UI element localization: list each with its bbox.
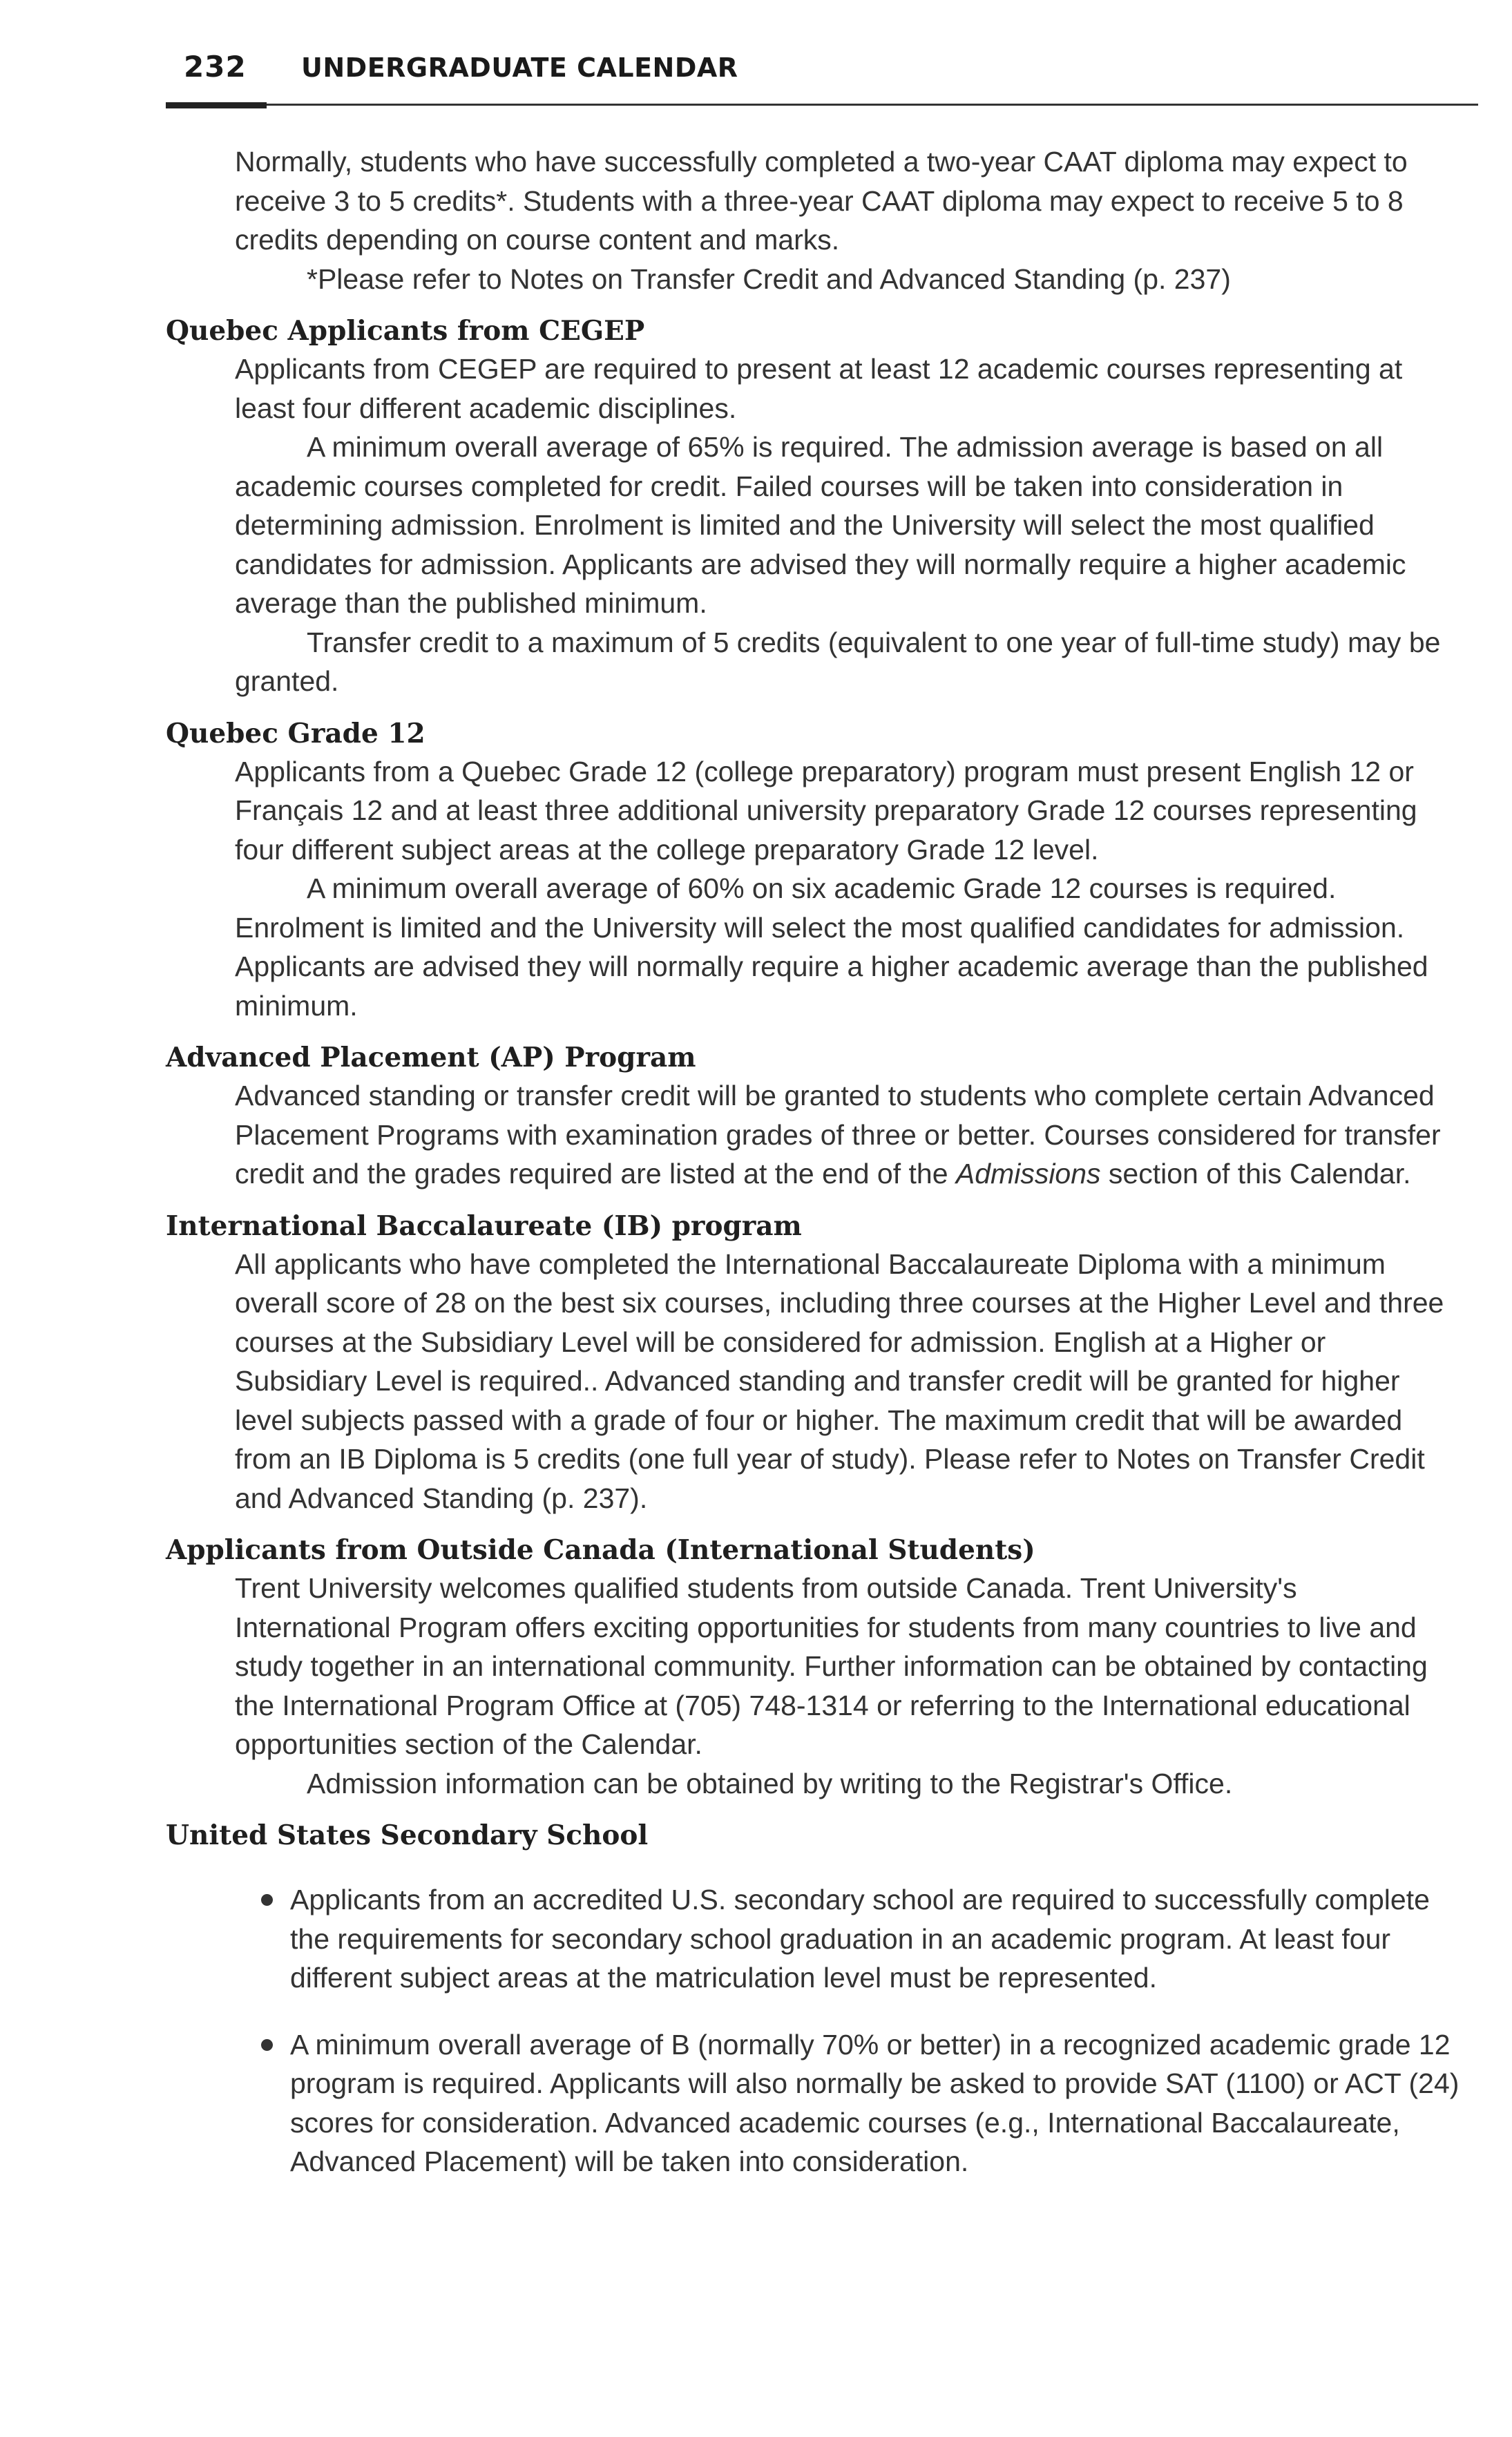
section-body-quebec-grade-12 — [235, 752, 1457, 1026]
section-united-states — [166, 1818, 1478, 2181]
section-body-advanced-placement — [235, 1076, 1457, 1194]
intro-paragraph: Normally, students who have successfully completed a two-year CAAT diploma may expect to receive 3 to 5 credits*. Students with a three-year CAAT diploma may expect to receive 5 to 8 credits depending on course content and marks. — [235, 146, 1408, 256]
paragraph: All applicants who have completed the International Baccalaureate Diploma with a minimum overall score of 28 on the best six courses, including three courses at the Higher Level and three courses at the Subsidiary Level will be considered for admission. English at a Higher or Subsidiary Level is required.. Advanced standing and transfer credit will be granted for higher level subjects passed with a grade of four or higher. The maximum credit that will be awarded from an IB Diploma is 5 credits (one full year of study). Please refer to Notes on Transfer Credit and Advanced Standing (p. 237). — [235, 1248, 1444, 1514]
section-heading-international-baccalaureate: International Baccalaureate (IB) program — [166, 1210, 802, 1242]
paragraph: A minimum overall average of 60% on six academic Grade 12 courses is required. Enrolment is limited and the University will select the most qualified candidates for admission. Applicants are advised they will normally require a higher academic average than the published minimum. — [235, 872, 1428, 1022]
section-body-cegep — [235, 350, 1457, 701]
header-rule — [166, 104, 1478, 106]
intro-footnote: *Please refer to Notes on Transfer Credit and Advanced Standing (p. 237) — [307, 262, 1231, 295]
admissions-emphasis: Admissions — [955, 1158, 1101, 1189]
section-international-students — [166, 1533, 1478, 1803]
section-body-international-students — [235, 1569, 1457, 1803]
list-item-text: A minimum overall average of B (normally 70% or better) in a recognized academic grade 12 program is required. Applicants will also normally be asked to provide SAT (1100) or ACT (24) scores for consideration. Advanced academic courses (e.g., International Baccalaureate, Advanced Placement) will be taken into consideration. — [290, 2028, 1460, 2177]
section-heading-cegep: Quebec Applicants from CEGEP — [166, 315, 645, 347]
section-heading-international-students: Applicants from Outside Canada (International Students) — [166, 1534, 1035, 1566]
intro-section — [166, 142, 1478, 298]
list-item — [261, 1880, 1477, 1998]
bullet-icon — [261, 2039, 273, 2051]
section-heading-advanced-placement: Advanced Placement (AP) Program — [166, 1042, 696, 1073]
section-cegep — [166, 314, 1478, 701]
section-heading-united-states: United States Secondary School — [166, 1819, 649, 1851]
paragraph: Trent University welcomes qualified students from outside Canada. Trent University's International Program offers exciting opportunities for students from many countries to live and study together in an international community. Further information can be obtained by contacting the International Program Office at (705) 748-1314 or referring to the International educational opportunities section of the Calendar. — [235, 1572, 1428, 1760]
section-heading-quebec-grade-12: Quebec Grade 12 — [166, 717, 425, 749]
running-title: UNDERGRADUATE CALENDAR — [301, 52, 738, 83]
section-advanced-placement — [166, 1040, 1478, 1194]
paragraph: A minimum overall average of 65% is required. The admission average is based on all academic courses completed for credit. Failed courses will be taken into consideration in determining admission. Enrolment is limited and the University will select the most qualified candidates for admission. Applicants are advised they will normally require a higher academic average than the published minimum. — [235, 431, 1406, 619]
list-item-text: Applicants from an accredited U.S. secondary school are required to successfully complete the requirements for secondary school graduation in an academic program. At least four different subject areas at the matriculation level must be represented. — [290, 1884, 1430, 1994]
paragraph-text: Advanced standing or transfer credit will be granted to students who complete certain Advanced Placement Programs with examination grades of three or better. Courses considered for transfer credit and the grades required are listed at the end of the — [235, 1080, 1441, 1189]
page-header — [166, 50, 1478, 112]
page-number: 232 — [184, 50, 247, 84]
section-quebec-grade-12 — [166, 716, 1478, 1026]
bullet-list — [166, 1880, 1477, 2181]
paragraph: Transfer credit to a maximum of 5 credits (equivalent to one year of full-time study) may be granted. — [235, 626, 1441, 697]
bullet-icon — [261, 1894, 273, 1906]
paragraph-text: section of this Calendar. — [1100, 1158, 1411, 1189]
paragraph: Applicants from CEGEP are required to present at least 12 academic courses representing at least four different academic disciplines. — [235, 353, 1403, 424]
page-content — [166, 142, 1478, 2209]
paragraph: Applicants from a Quebec Grade 12 (college preparatory) program must present English 12 or Français 12 and at least three additional university preparatory Grade 12 courses representing four different subject areas at the college preparatory Grade 12 level. — [235, 755, 1417, 866]
section-international-baccalaureate — [166, 1209, 1478, 1518]
list-item — [261, 2025, 1477, 2181]
paragraph: Admission information can be obtained by writing to the Registrar's Office. — [307, 1767, 1233, 1799]
header-rule-accent — [166, 102, 267, 108]
paragraph — [235, 1076, 1457, 1194]
intro-body — [235, 142, 1457, 298]
section-body-international-baccalaureate — [235, 1245, 1457, 1518]
